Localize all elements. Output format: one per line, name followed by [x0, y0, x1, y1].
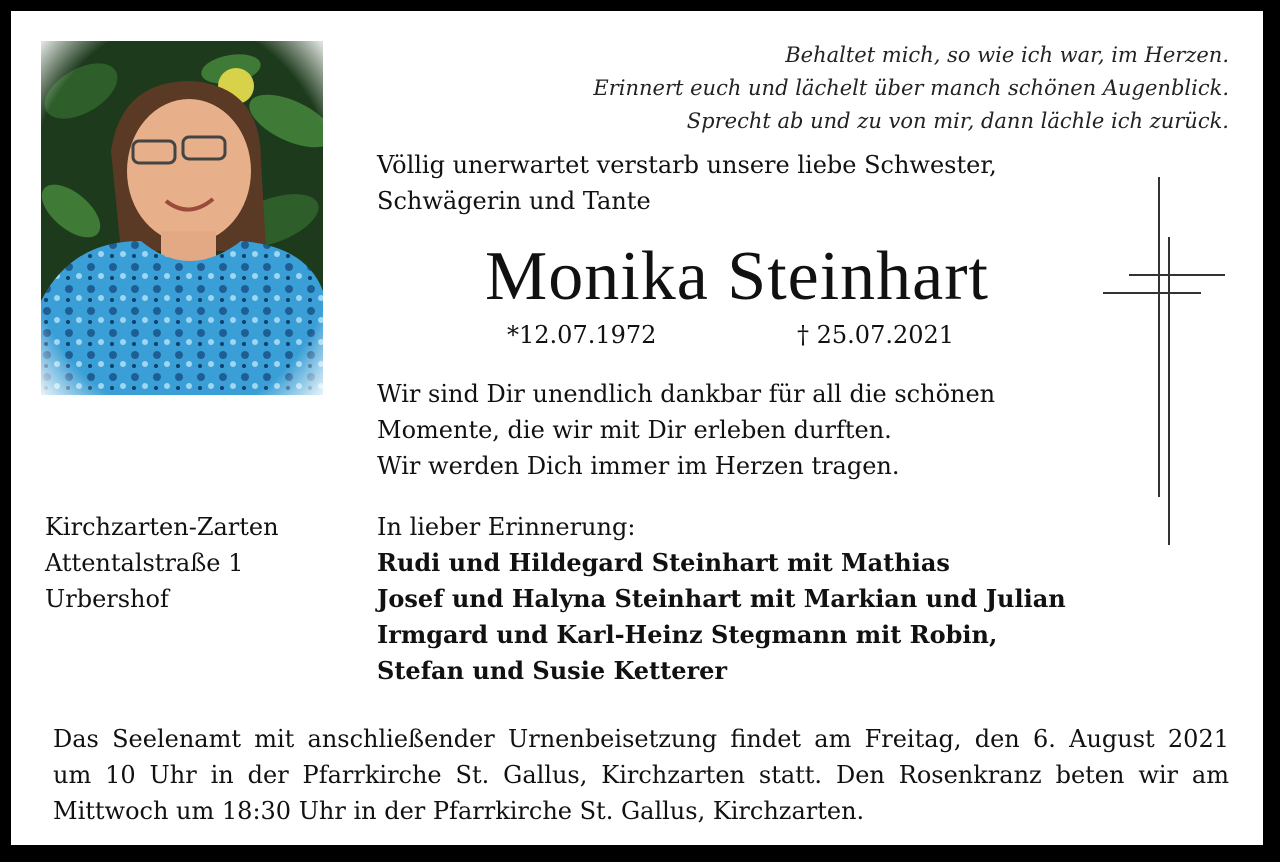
obituary-notice	[8, 8, 1266, 848]
thanks-line: Wir werden Dich immer im Herzen tragen.	[377, 452, 900, 480]
thanks-text	[377, 376, 995, 484]
portrait-image	[41, 41, 323, 395]
intro-line: Schwägerin und Tante	[377, 187, 651, 215]
service-line: Mittwoch um 18:30 Uhr in der Pfarrkirche St. Gallus, Kirchzarten.	[53, 797, 865, 825]
thanks-line: Wir sind Dir unendlich dankbar für all die schönen	[377, 380, 996, 408]
poem-line: Sprecht ab und zu von mir, dann lächle ich zurück.	[686, 109, 1229, 133]
service-line: Das Seelenamt mit anschließender Urnenbeisetzung findet am Freitag, den 6. August 2021	[53, 725, 1229, 753]
poem	[593, 39, 1229, 138]
mourners-heading: In lieber Erinnerung:	[377, 513, 636, 541]
service-info	[53, 721, 1229, 829]
family-line: Rudi und Hildegard Steinhart mit Mathias	[377, 548, 950, 577]
birth-date: *12.07.1972	[507, 321, 657, 349]
poem-line: Erinnert euch und lächelt über manch schönen Augenblick.	[593, 76, 1229, 100]
family-line: Irmgard und Karl-Heinz Stegmann mit Robin,	[377, 620, 998, 649]
intro-line: Völlig unerwartet verstarb unsere liebe Schwester,	[377, 151, 997, 179]
death-date: † 25.07.2021	[797, 321, 955, 349]
family-line: Stefan und Susie Ketterer	[377, 656, 728, 685]
address-line: Attentalstraße 1	[45, 549, 244, 577]
portrait-photo	[41, 41, 323, 395]
address-line: Kirchzarten-Zarten	[45, 513, 279, 541]
address	[45, 509, 279, 617]
service-line: um 10 Uhr in der Pfarrkirche St. Gallus, Kirchzarten statt. Den Rosenkranz beten wir am	[53, 761, 1229, 789]
family-line: Josef und Halyna Steinhart mit Markian und Julian	[377, 584, 1066, 613]
thanks-line: Momente, die wir mit Dir erleben durften.	[377, 416, 892, 444]
poem-line: Behaltet mich, so wie ich war, im Herzen.	[785, 43, 1229, 67]
address-line: Urbershof	[45, 585, 169, 613]
deceased-name: Monika Steinhart	[485, 238, 989, 315]
mourners	[377, 509, 1066, 689]
intro-text	[377, 147, 997, 219]
cross-icon	[1101, 177, 1231, 557]
